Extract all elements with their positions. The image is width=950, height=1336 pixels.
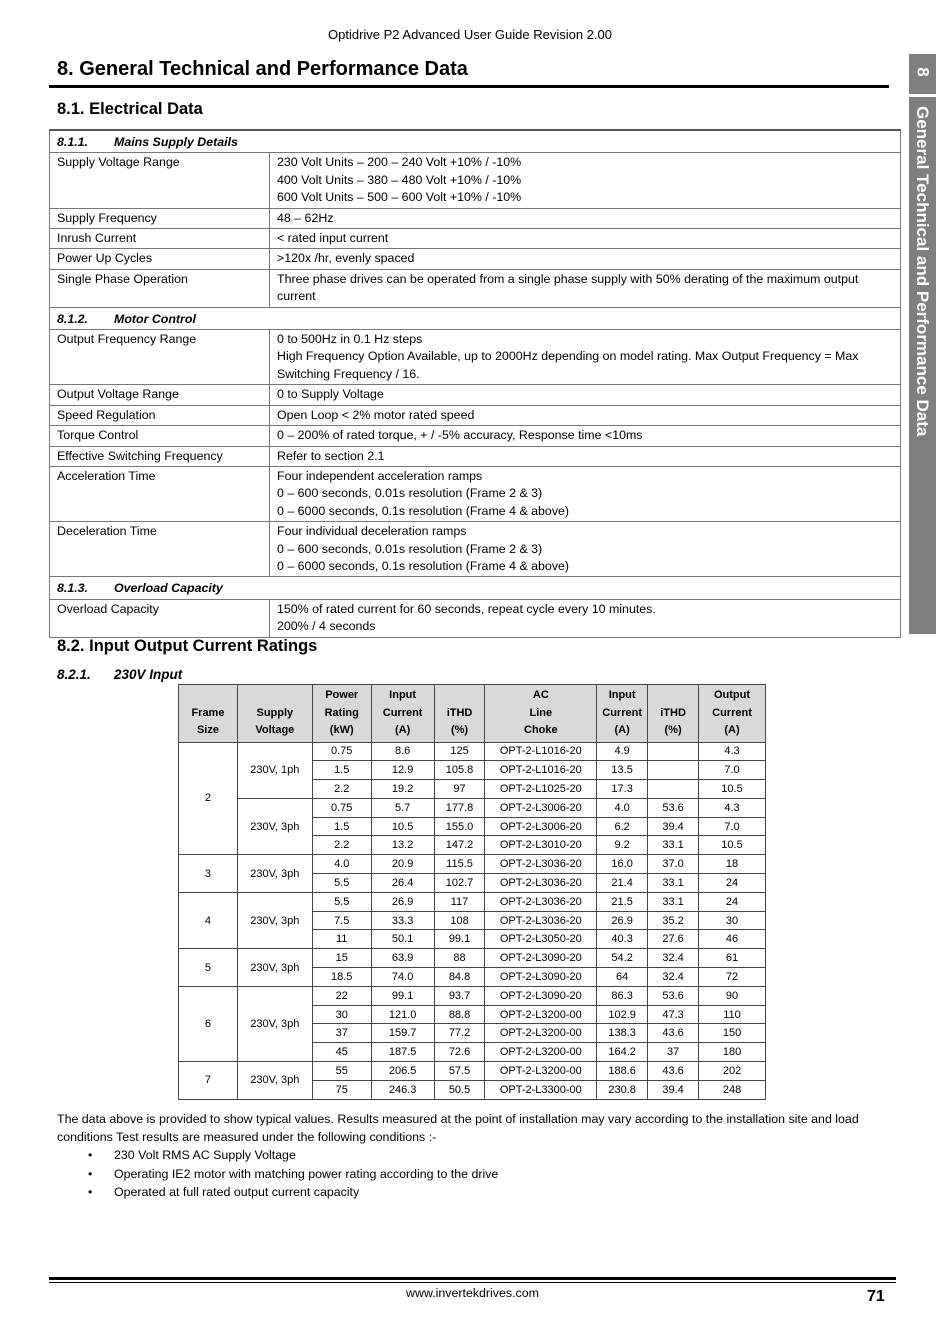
- table-cell: 15: [312, 949, 371, 968]
- table-cell: 17.3: [597, 780, 648, 799]
- page-number: 71: [867, 1288, 885, 1305]
- spec-label: Supply Frequency: [50, 208, 270, 228]
- spec-value: [270, 208, 901, 228]
- table-cell: 18.5: [312, 968, 371, 987]
- table-row: [50, 208, 901, 228]
- table-cell: OPT-2-L3200-00: [485, 1024, 597, 1043]
- supply-voltage-cell: 230V, 3ph: [237, 1062, 312, 1100]
- table-cell: 8.6: [371, 742, 434, 761]
- table-cell: 21.5: [597, 892, 648, 911]
- section-label: Mains Supply Details: [114, 135, 238, 149]
- table-cell: 246.3: [371, 1080, 434, 1099]
- table-cell: [648, 742, 699, 761]
- spec-value-line: 0 to 500Hz in 0.1 Hz steps: [277, 332, 423, 347]
- column-header: [597, 685, 648, 743]
- spec-label: Supply Voltage Range: [50, 153, 270, 208]
- column-header-line: Voltage: [255, 724, 295, 736]
- table-cell: 27.6: [648, 930, 699, 949]
- table-cell: OPT-2-L3010-20: [485, 836, 597, 855]
- column-header-line: Frame: [191, 706, 225, 719]
- section-number: 8.1.3.: [57, 581, 89, 596]
- section-label: Overload Capacity: [114, 581, 223, 596]
- supply-voltage-cell: 230V, 3ph: [237, 855, 312, 893]
- table-cell: 88: [434, 949, 485, 968]
- list-item: • Operated at full rated output current capacity: [57, 1183, 897, 1201]
- table-row: [179, 986, 766, 1005]
- table-cell: 99.1: [434, 930, 485, 949]
- table-cell: 90: [699, 986, 766, 1005]
- table-cell: 45: [312, 1043, 371, 1062]
- table-cell: 32.4: [648, 968, 699, 987]
- table-cell: 47.3: [648, 1005, 699, 1024]
- table-cell: 147.2: [434, 836, 485, 855]
- table-cell: 1.5: [312, 761, 371, 780]
- spec-label: Speed Regulation: [50, 405, 270, 425]
- table-cell: 6.2: [597, 817, 648, 836]
- table-cell: OPT-2-L3006-20: [485, 798, 597, 817]
- table-cell: [648, 780, 699, 799]
- spec-value-line: 230 Volt Units – 200 – 240 Volt +10% / -10%: [277, 155, 522, 170]
- section-heading: [50, 307, 901, 329]
- table-cell: 4.0: [312, 855, 371, 874]
- column-header-line: AC: [532, 689, 549, 701]
- section-heading: [50, 577, 901, 599]
- table-cell: 64: [597, 968, 648, 987]
- spec-label: Output Voltage Range: [50, 385, 270, 405]
- spec-value: [270, 153, 901, 208]
- section-row: [50, 130, 901, 153]
- spec-value: [270, 466, 901, 521]
- table-cell: 4.3: [699, 798, 766, 817]
- subsection-230v-title: [57, 667, 182, 682]
- table-cell: 10.5: [699, 836, 766, 855]
- spec-value-line: Four independent acceleration ramps: [277, 468, 483, 483]
- table-cell: 13.2: [371, 836, 434, 855]
- supply-voltage-cell: 230V, 3ph: [237, 892, 312, 948]
- table-cell: 4.9: [597, 742, 648, 761]
- table-cell: 1.5: [312, 817, 371, 836]
- table-cell: 9.2: [597, 836, 648, 855]
- table-cell: OPT-2-L3300-00: [485, 1080, 597, 1099]
- table-cell: 74.0: [371, 968, 434, 987]
- table-cell: 177.8: [434, 798, 485, 817]
- table-cell: 125: [434, 742, 485, 761]
- spec-value-line: 0 – 600 seconds, 0.01s resolution (Frame 2 & 3): [277, 486, 543, 501]
- notes-paragraph: The data above is provided to show typical values. Results measured at the point of installation may vary according to the installation site and load conditions Test results are measured under the following conditions :-: [57, 1112, 859, 1145]
- table-cell: 159.7: [371, 1024, 434, 1043]
- list-item: • Operating IE2 motor with matching power rating according to the drive: [57, 1165, 897, 1183]
- column-header: [699, 685, 766, 743]
- supply-voltage-cell: 230V, 1ph: [237, 742, 312, 798]
- table-cell: 37: [648, 1043, 699, 1062]
- notes-block: [57, 1110, 897, 1201]
- spec-label: Power Up Cycles: [50, 249, 270, 269]
- column-header-line: Choke: [524, 724, 558, 736]
- spec-label: Effective Switching Frequency: [50, 446, 270, 466]
- section-electrical-title: 8.1. Electrical Data: [57, 100, 203, 118]
- table-cell: OPT-2-L3090-20: [485, 986, 597, 1005]
- spec-value-line: < rated input current: [277, 231, 389, 246]
- table-cell: 4.3: [699, 742, 766, 761]
- table-cell: 43.6: [648, 1062, 699, 1081]
- spec-value-line: 150% of rated current for 60 seconds, repeat cycle every 10 minutes.: [277, 601, 656, 616]
- spec-value-line: 48 – 62Hz: [277, 210, 334, 225]
- table-cell: OPT-2-L3090-20: [485, 968, 597, 987]
- section-label: Motor Control: [114, 311, 196, 326]
- table-row: [179, 855, 766, 874]
- table-cell: 75: [312, 1080, 371, 1099]
- table-cell: OPT-2-L1016-20: [485, 761, 597, 780]
- table-cell: 53.6: [648, 798, 699, 817]
- frame-size-cell: 2: [179, 742, 238, 855]
- table-cell: 30: [312, 1005, 371, 1024]
- table-cell: 18: [699, 855, 766, 874]
- table-row: [50, 269, 901, 307]
- spec-value-line: 0 – 6000 seconds, 0.1s resolution (Frame 4 & above): [277, 503, 570, 518]
- table-cell: 39.4: [648, 1080, 699, 1099]
- spec-label: Overload Capacity: [50, 599, 270, 637]
- table-row: [179, 1062, 766, 1081]
- spec-value: [270, 522, 901, 577]
- spec-value: [270, 599, 901, 637]
- table-cell: OPT-2-L3200-00: [485, 1043, 597, 1062]
- spec-value-line: Four individual deceleration ramps: [277, 524, 467, 539]
- spec-value-line: >120x /hr, evenly spaced: [277, 251, 415, 266]
- column-header: [312, 685, 371, 743]
- spec-value: [270, 446, 901, 466]
- spec-value-line: 0 – 6000 seconds, 0.1s resolution (Frame 4 & above): [277, 558, 570, 573]
- table-cell: 138.3: [597, 1024, 648, 1043]
- table-row: [50, 330, 901, 385]
- table-cell: 93.7: [434, 986, 485, 1005]
- section-number: 8.1.1.: [57, 135, 89, 149]
- table-cell: 117: [434, 892, 485, 911]
- table-cell: 230.8: [597, 1080, 648, 1099]
- column-header-line: iTHD: [446, 706, 473, 719]
- supply-voltage-cell: 230V, 3ph: [237, 798, 312, 854]
- table-cell: 202: [699, 1062, 766, 1081]
- table-row: [50, 153, 901, 208]
- table-cell: 180: [699, 1043, 766, 1062]
- table-cell: 43.6: [648, 1024, 699, 1043]
- section-ratings-title: 8.2. Input Output Current Ratings: [57, 637, 318, 655]
- table-cell: OPT-2-L1016-20: [485, 742, 597, 761]
- table-cell: 57.5: [434, 1062, 485, 1081]
- subsection-230v-number: 8.2.1.: [57, 667, 91, 682]
- spec-value-line: Refer to section 2.1: [277, 448, 385, 463]
- table-cell: 37.0: [648, 855, 699, 874]
- table-cell: 10.5: [699, 780, 766, 799]
- spec-value: [270, 269, 901, 307]
- table-row: [50, 385, 901, 405]
- spec-value-line: 0 to Supply Voltage: [277, 387, 384, 402]
- column-header-line: (A): [724, 724, 740, 736]
- table-row: [50, 405, 901, 425]
- spec-value-line: 400 Volt Units – 380 – 480 Volt +10% / -10%: [277, 172, 522, 187]
- column-header-line: Rating: [324, 706, 359, 719]
- table-cell: 97: [434, 780, 485, 799]
- column-header-line: Current: [382, 706, 423, 719]
- table-row: [179, 742, 766, 761]
- table-cell: 7.0: [699, 817, 766, 836]
- frame-size-cell: 7: [179, 1062, 238, 1100]
- table-cell: 108: [434, 911, 485, 930]
- table-cell: 22: [312, 986, 371, 1005]
- table-cell: OPT-2-L3036-20: [485, 911, 597, 930]
- column-header: [485, 685, 597, 743]
- table-cell: 0.75: [312, 742, 371, 761]
- side-tab-label: General Technical and Performance Data: [913, 106, 932, 437]
- table-cell: 26.9: [371, 892, 434, 911]
- table-cell: 115.5: [434, 855, 485, 874]
- table-cell: [648, 761, 699, 780]
- table-cell: OPT-2-L3036-20: [485, 874, 597, 893]
- chapter-side-tab: [909, 54, 936, 634]
- spec-value: [270, 229, 901, 249]
- table-cell: 10.5: [371, 817, 434, 836]
- table-cell: 13.5: [597, 761, 648, 780]
- table-cell: 77.2: [434, 1024, 485, 1043]
- table-cell: 105.8: [434, 761, 485, 780]
- spec-value-line: 200% / 4 seconds: [277, 619, 376, 634]
- table-cell: 11: [312, 930, 371, 949]
- column-header-line: Power: [325, 689, 359, 701]
- list-item: • 230 Volt RMS AC Supply Voltage: [57, 1146, 897, 1164]
- column-header-line: Line: [529, 706, 553, 719]
- column-header: [648, 685, 699, 743]
- table-cell: 102.7: [434, 874, 485, 893]
- table-cell: 53.6: [648, 986, 699, 1005]
- spec-value-line: 0 – 200% of rated torque, + / -5% accuracy, Response time <10ms: [277, 428, 643, 443]
- table-cell: 86.3: [597, 986, 648, 1005]
- table-cell: 72.6: [434, 1043, 485, 1062]
- column-header-line: iTHD: [660, 706, 686, 719]
- table-cell: 206.5: [371, 1062, 434, 1081]
- spec-value-line: High Frequency Option Available, up to 2000Hz depending on model rating. Max Output Frequency = Max Switching Frequency / 16.: [277, 349, 859, 381]
- table-row: [179, 798, 766, 817]
- table-cell: OPT-2-L3200-00: [485, 1005, 597, 1024]
- table-cell: OPT-2-L3036-20: [485, 855, 597, 874]
- table-cell: 40.3: [597, 930, 648, 949]
- table-cell: OPT-2-L3200-00: [485, 1062, 597, 1081]
- column-header: [179, 685, 238, 743]
- table-row: [50, 446, 901, 466]
- chapter-title: 8. General Technical and Performance Data: [57, 58, 468, 80]
- footer-rule-thin: [49, 1282, 896, 1283]
- table-cell: 21.4: [597, 874, 648, 893]
- spec-value-line: Three phase drives can be operated from a single phase supply with 50% derating of the maximum output current: [277, 271, 859, 304]
- table-cell: 72: [699, 968, 766, 987]
- table-cell: 33.1: [648, 836, 699, 855]
- column-header: [237, 685, 312, 743]
- electrical-data-table: [49, 129, 901, 638]
- table-cell: 55: [312, 1062, 371, 1081]
- column-header-line: (A): [394, 724, 411, 736]
- subsection-230v-label: 230V Input: [114, 667, 183, 682]
- column-header-line: (%): [450, 724, 469, 736]
- section-row: [50, 307, 901, 329]
- column-header-line: Output: [713, 689, 751, 701]
- frame-size-cell: 6: [179, 986, 238, 1061]
- column-header-line: Current: [602, 706, 642, 719]
- table-cell: OPT-2-L3036-20: [485, 892, 597, 911]
- test-conditions-list: [57, 1146, 897, 1201]
- table-cell: 63.9: [371, 949, 434, 968]
- frame-size-cell: 3: [179, 855, 238, 893]
- table-cell: 30: [699, 911, 766, 930]
- spec-label: Deceleration Time: [50, 522, 270, 577]
- spec-value: [270, 385, 901, 405]
- table-cell: 33.1: [648, 874, 699, 893]
- running-header: Optidrive P2 Advanced User Guide Revision 2.00: [328, 27, 612, 42]
- table-cell: 35.2: [648, 911, 699, 930]
- current-ratings-table: [178, 684, 766, 1100]
- spec-label: Torque Control: [50, 426, 270, 446]
- table-cell: 2.2: [312, 836, 371, 855]
- column-header-line: (%): [664, 724, 682, 736]
- table-cell: 88.8: [434, 1005, 485, 1024]
- table-cell: 19.2: [371, 780, 434, 799]
- column-header-line: Input: [389, 689, 417, 701]
- table-cell: 121.0: [371, 1005, 434, 1024]
- table-row: [50, 249, 901, 269]
- table-cell: 33.3: [371, 911, 434, 930]
- footer-rule: [49, 1277, 896, 1280]
- table-cell: 4.0: [597, 798, 648, 817]
- table-row: [50, 426, 901, 446]
- table-cell: 7.5: [312, 911, 371, 930]
- side-tab-divider: [909, 94, 936, 97]
- table-cell: 61: [699, 949, 766, 968]
- table-cell: 155.0: [434, 817, 485, 836]
- table-cell: OPT-2-L3090-20: [485, 949, 597, 968]
- column-header-line: Current: [712, 706, 752, 719]
- table-cell: 16.0: [597, 855, 648, 874]
- spec-value: [270, 426, 901, 446]
- table-cell: OPT-2-L3050-20: [485, 930, 597, 949]
- table-cell: 32.4: [648, 949, 699, 968]
- table-cell: 0.75: [312, 798, 371, 817]
- column-header-line: Size: [196, 724, 219, 736]
- frame-size-cell: 5: [179, 949, 238, 987]
- chapter-title-rule: [49, 85, 889, 88]
- table-cell: 7.0: [699, 761, 766, 780]
- column-header-line: Supply: [256, 706, 294, 719]
- table-cell: 2.2: [312, 780, 371, 799]
- table-row: [50, 466, 901, 521]
- section-number: 8.1.2.: [57, 311, 89, 326]
- table-cell: OPT-2-L3006-20: [485, 817, 597, 836]
- table-cell: 187.5: [371, 1043, 434, 1062]
- footer-url: www.invertekdrives.com: [406, 1286, 539, 1300]
- column-header-line: (kW): [329, 724, 354, 736]
- supply-voltage-cell: 230V, 3ph: [237, 949, 312, 987]
- spec-label: Output Frequency Range: [50, 330, 270, 385]
- table-cell: 5.5: [312, 892, 371, 911]
- spec-value: [270, 330, 901, 385]
- table-cell: 164.2: [597, 1043, 648, 1062]
- table-cell: 33.1: [648, 892, 699, 911]
- table-cell: 20.9: [371, 855, 434, 874]
- table-cell: 50.1: [371, 930, 434, 949]
- side-tab-number: 8: [913, 67, 933, 77]
- table-cell: 50.5: [434, 1080, 485, 1099]
- table-cell: 188.6: [597, 1062, 648, 1081]
- table-cell: 54.2: [597, 949, 648, 968]
- table-row: [50, 229, 901, 249]
- table-cell: OPT-2-L1025-20: [485, 780, 597, 799]
- supply-voltage-cell: 230V, 3ph: [237, 986, 312, 1061]
- spec-value: [270, 405, 901, 425]
- table-cell: 37: [312, 1024, 371, 1043]
- spec-value-line: 600 Volt Units – 500 – 600 Volt +10% / -10%: [277, 190, 522, 205]
- spec-value-line: Open Loop < 2% motor rated speed: [277, 407, 475, 422]
- column-header-line: Input: [608, 689, 636, 701]
- column-header-line: (A): [614, 724, 630, 736]
- spec-label: Single Phase Operation: [50, 269, 270, 307]
- column-header: [434, 685, 485, 743]
- table-cell: 24: [699, 874, 766, 893]
- table-cell: 39.4: [648, 817, 699, 836]
- table-cell: 102.9: [597, 1005, 648, 1024]
- spec-value-line: 0 – 600 seconds, 0.01s resolution (Frame 2 & 3): [277, 541, 543, 556]
- table-cell: 24: [699, 892, 766, 911]
- table-cell: 26.9: [597, 911, 648, 930]
- table-cell: 248: [699, 1080, 766, 1099]
- spec-value: [270, 249, 901, 269]
- table-cell: 12.9: [371, 761, 434, 780]
- table-row: [179, 892, 766, 911]
- table-cell: 5.5: [312, 874, 371, 893]
- table-row: [50, 522, 901, 577]
- column-header: [371, 685, 434, 743]
- table-cell: 99.1: [371, 986, 434, 1005]
- table-cell: 46: [699, 930, 766, 949]
- table-row: [50, 599, 901, 637]
- frame-size-cell: 4: [179, 892, 238, 948]
- spec-label: Inrush Current: [50, 229, 270, 249]
- table-cell: 150: [699, 1024, 766, 1043]
- section-row: [50, 577, 901, 599]
- table-cell: 5.7: [371, 798, 434, 817]
- spec-label: Acceleration Time: [50, 466, 270, 521]
- table-cell: 26.4: [371, 874, 434, 893]
- table-row: [179, 949, 766, 968]
- section-heading: [50, 130, 901, 153]
- table-cell: 84.8: [434, 968, 485, 987]
- table-cell: 110: [699, 1005, 766, 1024]
